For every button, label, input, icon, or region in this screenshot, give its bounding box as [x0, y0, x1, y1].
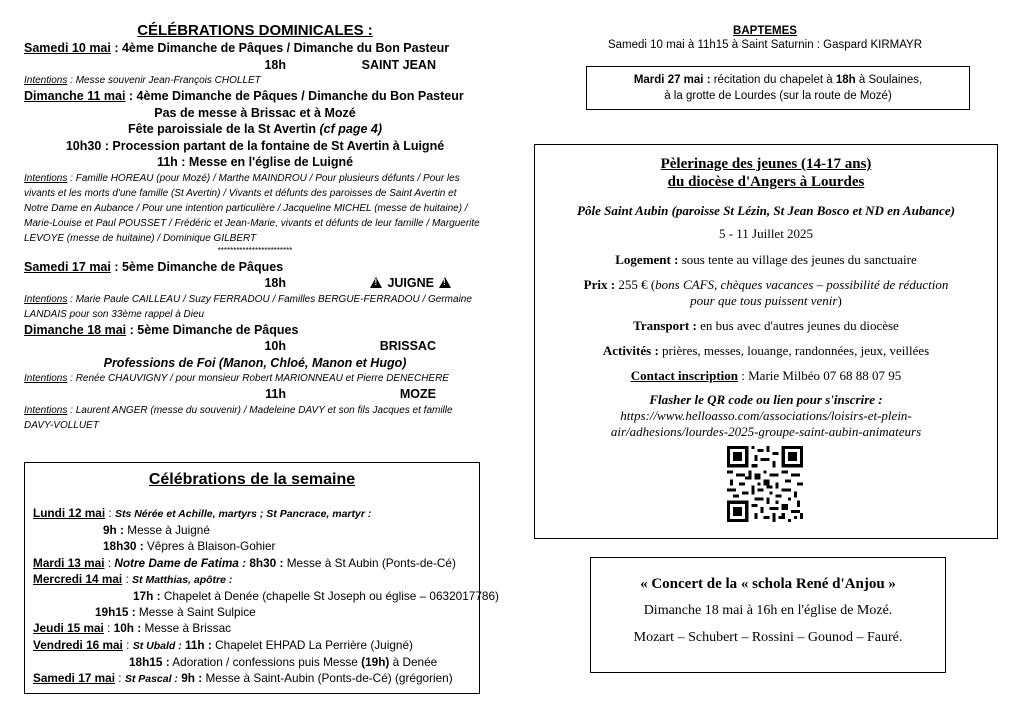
- week-jeudi: Jeudi 15 mai : 10h : Messe à Brissac: [33, 621, 232, 636]
- week-box: [24, 462, 499, 694]
- week-title: Célébrations de la semaine: [148, 471, 356, 488]
- week-mercredi-1: 17h : Chapelet à Denée (chapelle St Joseph ou église – 0632017786): [133, 589, 499, 604]
- concert-line-2: Mozart – Schubert – Rossini – Gounod – Fauré.: [633, 630, 903, 645]
- sun18-heading: Dimanche 18 mai : 5ème Dimanche de Pâques: [24, 322, 299, 337]
- week-mercredi: Mercredi 14 mai : St Matthias, apôtre :: [33, 571, 233, 586]
- pelerinage-pole: Pôle Saint Aubin (paroisse St Lézin, St Jean Bosco et ND en Aubance): [577, 203, 955, 218]
- warning-icon: [370, 277, 382, 288]
- sun11-line2: Pas de messe à Brissac et à Mozé: [154, 105, 356, 120]
- sat10-intentions: Intentions : Messe souvenir Jean-François CHOLLET: [24, 75, 261, 86]
- concert-box: [590, 557, 946, 673]
- concert-line-1: Dimanche 18 mai à 16h en l'église de Mozé.: [643, 603, 893, 618]
- pelerinage-dates: 5 - 11 Juillet 2025: [718, 226, 814, 241]
- baptemes-title: BAPTEMES: [733, 25, 797, 37]
- week-vendredi: Vendredi 16 mai : St Ubald : 11h : Chapelet EHPAD La Perrière (Juigné): [33, 637, 413, 652]
- sun18-time-place-1: 10h BRISSAC: [264, 339, 436, 353]
- chapelet-box: Mardi 27 mai : récitation du chapelet à 18h à Soulaines, à la grotte de Lourdes (sur la route de Mozé): [586, 66, 970, 110]
- concert-title: « Concert de la « schola René d'Anjou »: [640, 576, 896, 592]
- week-vendredi-2: 18h15 : Adoration / confessions puis Messe (19h) à Denée: [129, 654, 438, 669]
- sat17-time-place: 18h ! JUIGNE!: [24, 275, 486, 292]
- pelerinage-activites: Activités : prières, messes, louange, randonnées, jeux, veillées: [602, 343, 930, 358]
- week-samedi: Samedi 17 mai : St Pascal : 9h : Messe à Saint-Aubin (Ponts-de-Cé) (grégorien): [33, 671, 453, 686]
- sun11-line4: 10h30 : Procession partant de la fontaine de St Avertin à Luigné: [65, 138, 445, 153]
- pelerinage-transport: Transport : en bus avec d'autres jeunes du diocèse: [633, 318, 899, 333]
- pelerinage-contact: Contact inscription : Marie Milbéo 07 68 88 07 95: [630, 368, 902, 383]
- sun11-intentions: Intentions : Famille HOREAU (pour Mozé) / Marthe MAINDROU / Pour plusieurs défunts / Pour les vivants et les morts d'une famille (St Avertin) / Vivants et défunts des paroisses de Saint Avertin et Notre Dame en Aubance / Pour une intention particulière / Jacqueline MICHEL (messe de huitaine) / Marie-Louise et Paul POUSSET / Frédéric et Jean-Marie, vivants et défunts de leur famille / Marguerite LEVOYE (messe de huitaine) / Dominique GILBERT: [24, 172, 480, 244]
- sun18-intentions-1: Intentions : Renée CHAUVIGNY / pour monsieur Robert MARIONNEAU et Pierre DENECHERE: [24, 373, 449, 384]
- sunday-section: [24, 22, 486, 433]
- week-lundi-2: 18h30 : Vêpres à Blaison-Gohier: [103, 539, 276, 554]
- sunday-title: CÉLÉBRATIONS DOMINICALES :: [137, 22, 373, 39]
- pelerinage-title-1: Pèlerinage des jeunes (14-17 ans): [660, 156, 872, 172]
- week-lundi-1: 9h : Messe à Juigné: [103, 523, 210, 538]
- week-mardi: Mardi 13 mai : Notre Dame de Fatima : 8h30 : Messe à St Aubin (Ponts-de-Cé): [33, 555, 456, 570]
- sat10-time-place: 18h SAINT JEAN: [264, 57, 436, 72]
- pelerinage-box: Pèlerinage des jeunes (14-17 ans) du diocèse d'Angers à Lourdes Pôle Saint Aubin (paroisse St Lézin, St Jean Bosco et ND en Aubance) 5 - 11 Juillet 2025 Logement : sous tente au village des jeunes du sanctuaire Prix : 255 € (bons CAFS, chèques vacances – possibilité de réduction pour que tous puissent venir) Transport : en bus avec d'autres jeunes du diocèse Activités : prières, messes, louange, randonnées, jeux, veillées Contact inscription : Marie Milbéo 07 68 88 07 95 Flasher le QR code ou lien pour s'inscrire : https://www.helloasso.com/associations/loisirs-et-plein- air/adhesions/lourdes-2025-groupe-saint-aubin-animateurs: [534, 144, 998, 539]
- pelerinage-flash: Flasher le QR code ou lien pour s'inscrire :: [649, 392, 883, 407]
- sat10-heading: Samedi 10 mai : 4ème Dimanche de Pâques / Dimanche du Bon Pasteur: [24, 41, 450, 55]
- sun18-intentions-2: Intentions : Laurent ANGER (messe du souvenir) / Madeleine DAVY et son fils Jacques et famille DAVY-VOLLUET: [24, 404, 453, 431]
- sun18-professions: Professions de Foi (Manon, Chloé, Manon et Hugo): [103, 355, 407, 370]
- baptemes-section: [520, 24, 1010, 52]
- week-lundi: Lundi 12 mai : Sts Nérée et Achille, martyrs ; St Pancrace, martyr :: [33, 506, 372, 520]
- baptemes-text: Samedi 10 mai à 11h15 à Saint Saturnin : Gaspard KIRMAYR: [607, 39, 923, 51]
- sun11-line3: Fête paroissiale de la St Avertin (cf page 4): [127, 122, 383, 136]
- warning-icon: [439, 277, 451, 288]
- pelerinage-prix: Prix : 255 € (bons CAFS, chèques vacances – possibilité de réduction: [583, 277, 949, 292]
- week-mercredi-2: 19h15 : Messe à Saint Sulpice: [95, 605, 256, 620]
- sat17-heading: Samedi 17 mai : 5ème Dimanche de Pâques: [24, 259, 284, 274]
- qr-code-icon[interactable]: [727, 446, 803, 522]
- sun11-heading: Dimanche 11 mai : 4ème Dimanche de Pâques / Dimanche du Bon Pasteur: [24, 89, 464, 103]
- sun18-time-place-2: 11h MOZE: [265, 387, 436, 401]
- pelerinage-url-1[interactable]: https://www.helloasso.com/associations/loisirs-et-plein-: [620, 408, 912, 423]
- pelerinage-logement: Logement : sous tente au village des jeunes du sanctuaire: [615, 252, 917, 267]
- sun11-line5: 11h : Messe en l'église de Luigné: [156, 155, 354, 169]
- separator-stars: ************************: [217, 245, 293, 255]
- pelerinage-title-2: du diocèse d'Angers à Lourdes: [667, 174, 865, 190]
- sat17-intentions: Intentions : Marie Paule CAILLEAU / Suzy FERRADOU / Familles BERGUE-FERRADOU / Germaine LANDAIS pour son 33ème rappel à Dieu: [24, 293, 472, 320]
- pelerinage-url-2[interactable]: air/adhesions/lourdes-2025-groupe-saint-aubin-animateurs: [610, 424, 922, 439]
